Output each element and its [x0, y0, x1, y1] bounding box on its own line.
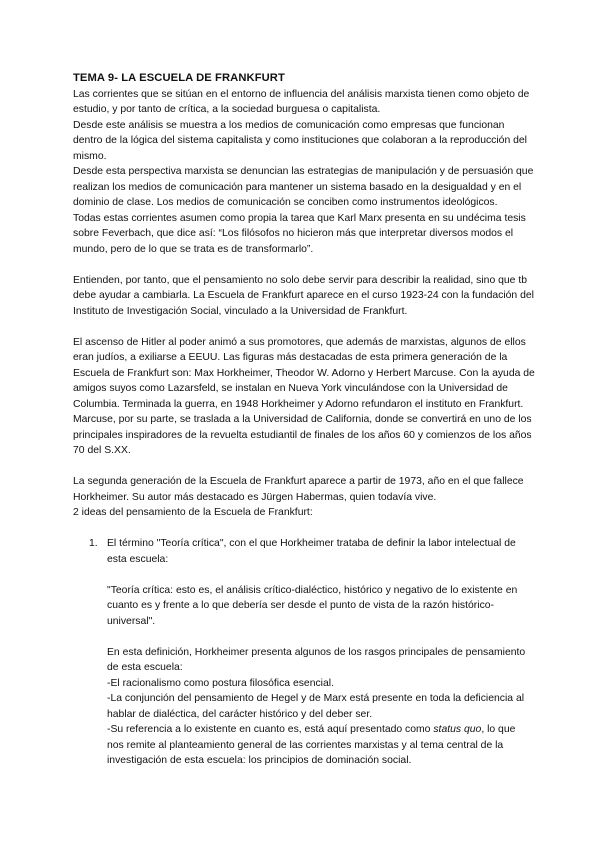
paragraph-gap — [73, 459, 535, 475]
paragraph-second-generation: La segunda generación de la Escuela de Frankfurt aparece a partir de 1973, año en el que fallece Horkheimer. Su autor más destacado es Jürgen Habermas, quien todavía vive. — [73, 476, 524, 503]
paragraph-gap — [73, 521, 535, 537]
intro-paragraph-2: Desde este análisis se muestra a los medios de comunicación como empresas que funcionan dentro de la lógica del sistema capitalista y como instituciones que colaboran a la reproducción del mismo. — [73, 119, 527, 162]
paragraph-gap — [107, 567, 535, 583]
ideas-list — [73, 536, 535, 769]
trait-hegel-marx: -La conjunción del pensamiento de Hegel y de Marx está presente en toda la deficiencia al hablar de dialéctica, del carácter histórico y del deber ser. — [107, 693, 525, 720]
document-title: TEMA 9- LA ESCUELA DE FRANKFURT — [73, 72, 285, 84]
intro-paragraph-4: Todas estas corrientes asumen como propia la tarea que Karl Marx presenta en su undécima tesis sobre Feverbach, que dice así: “Los filósofos no hicieron más que interpretar diversos modos el mundo, pero de lo que se trata es de transformarlo”. — [73, 212, 526, 255]
list-marker: 1. — [89, 538, 98, 549]
paragraph-frankfurt-origin: Entienden, por tanto, que el pensamiento no solo debe servir para describir la realidad, sino que tb debe ayudar a cambiarla. La Escuela de Frankfurt aparece en el curso 1923-24 con la fundación del Instituto de Investigación Social, vinculado a la Universidad de Frankfurt. — [73, 274, 534, 317]
list-item-lead: El término "Teoría crítica", con el que Horkheimer trataba de definir la labor intelectual de esta escuela: — [107, 538, 516, 565]
intro-paragraph-1: Las corrientes que se sitúan en el entorno de influencia del análisis marxista tienen como objeto de estudio, y por tanto de crítica, a la sociedad burguesa o capitalista. — [73, 88, 530, 115]
document-page — [73, 71, 535, 769]
critical-theory-quote: "Teoría crítica: esto es, el análisis crítico-dialéctico, histórico y negativo de lo existente en cuanto es y frente a lo que debería ser desde el punto de vista de la razón histórico-universal". — [107, 584, 518, 627]
trait-status-quo — [107, 722, 535, 769]
trait-status-quo-after: , lo que nos remite al planteamiento general de las corrientes marxistas y al tema central de la investigación de esta escuela: los principios de dominación social. — [107, 724, 516, 766]
paragraph-exile: El ascenso de Hitler al poder animó a sus promotores, que además de marxistas, algunos de ellos eran judíos, a exiliarse a EEUU. Las figuras más destacadas de esta primera generación de la Escuela de Frankfurt son: Max Horkheimer, Theodor W. Adorno y Herbert Marcuse. Con la ayuda de amigos suyos como Lazarsfeld, se instalan en Nueva York vinculándose con la Universidad de Columbia. Terminada la guerra, en 1948 Horkheimer y Adorno refundaron el instituto en Frankfurt. — [73, 336, 535, 410]
status-quo-term: status quo — [433, 724, 482, 735]
paragraph-two-ideas: 2 ideas del pensamiento de la Escuela de Frankfurt: — [73, 507, 313, 518]
paragraph-gap — [73, 257, 535, 273]
definition-intro: En esta definición, Horkheimer presenta algunos de los rasgos principales de pensamiento de esta escuela: — [107, 646, 526, 673]
trait-status-quo-before: -Su referencia a lo existente en cuanto es, está aquí presentado como — [107, 724, 434, 735]
paragraph-marcuse: Marcuse, por su parte, se traslada a la Universidad de California, donde se convertirá en uno de los principales inspiradores de la revuelta estudiantil de finales de los años 60 y comienzos de los años 70 del S.XX. — [73, 414, 532, 456]
paragraph-gap — [107, 629, 535, 645]
paragraph-gap — [73, 319, 535, 335]
trait-rationalism: -El racionalismo como postura filosófica esencial. — [107, 677, 334, 689]
list-item — [73, 536, 535, 769]
intro-paragraph-3: Desde esta perspectiva marxista se denuncian las estrategias de manipulación y de persuasión que realizan los medios de comunicación para mantener un sistema basado en la desigualdad y en el dominio de clase. Los medios de comunicación se conciben como instrumentos ideológicos. — [73, 166, 534, 208]
